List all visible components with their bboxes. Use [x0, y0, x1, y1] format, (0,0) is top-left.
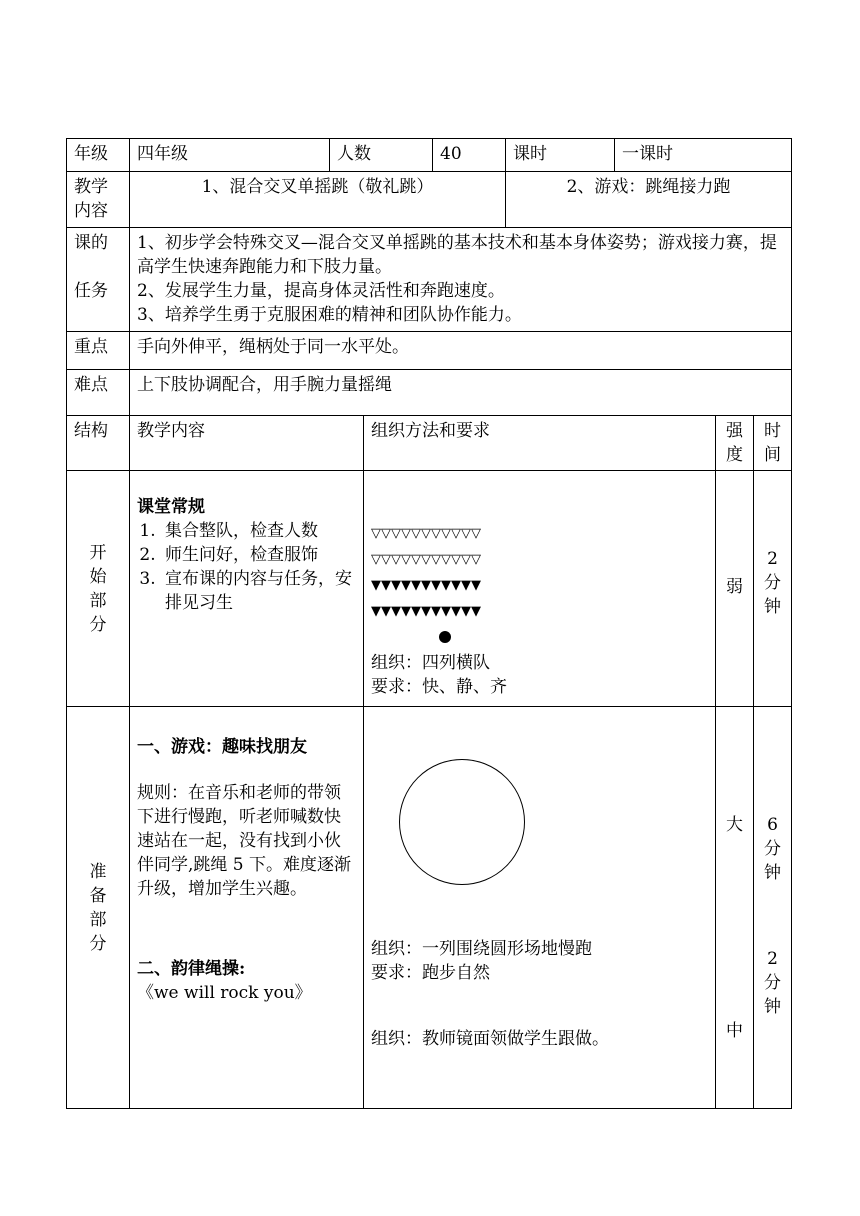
- key-point-label: 重点: [67, 332, 130, 370]
- col-intensity-2: 度: [726, 445, 743, 465]
- rhythm-time-unit2: 钟: [764, 997, 781, 1017]
- column-header-row: [67, 416, 792, 471]
- prep-phase-char-2: 备: [89, 885, 107, 906]
- formation-row: ▽▽▽▽▽▽▽▽▽▽▽: [371, 552, 481, 567]
- start-time-num: 2: [767, 549, 778, 569]
- difficulty-text: 上下肢协调配合，用手腕力量摇绳: [130, 370, 792, 416]
- game-title: 一、游戏：趣味找朋友: [137, 737, 307, 757]
- col-time-1: 时: [764, 421, 781, 441]
- rhythm-org: 组织：教师镜面领做学生跟做。: [371, 1029, 609, 1049]
- prep-content: [130, 707, 364, 1109]
- rhythm-intensity: 中: [726, 1021, 743, 1041]
- lesson-plan-document: [66, 138, 791, 1109]
- start-phase-char-1: 开: [89, 542, 107, 563]
- start-content: [130, 471, 364, 707]
- routine-item: 1. 集合整队，检查人数: [161, 519, 356, 543]
- formation-row: ▽▽▽▽▽▽▽▽▽▽▽: [371, 526, 481, 541]
- start-phase-char-2: 始: [89, 566, 107, 587]
- start-phase-char-3: 部: [89, 590, 107, 611]
- col-intensity: [716, 416, 754, 471]
- start-time-cell: [754, 471, 792, 707]
- content-label: 教学内容: [67, 172, 130, 228]
- formation-row: ▼▼▼▼▼▼▼▼▼▼▼: [371, 604, 481, 619]
- col-method: 组织方法和要求: [364, 416, 716, 471]
- task-line-2: 2、发展学生力量，提高身体灵活性和奔跑速度。: [137, 281, 505, 301]
- start-time-unit2: 钟: [764, 597, 781, 617]
- key-point-row: [67, 332, 792, 370]
- routine-item: 2. 师生问好，检查服饰: [161, 543, 356, 567]
- tasks-row: [67, 228, 792, 332]
- task-line-1: 1、初步学会特殊交叉—混合交叉单摇跳的基本技术和基本身体姿势；游戏接力赛，提高学生快速奔跑能力和下肢力量。: [137, 233, 777, 277]
- start-phase-label: [67, 471, 130, 707]
- period-label: 课时: [506, 139, 615, 172]
- col-intensity-1: 强: [726, 421, 743, 441]
- task-line-3: 3、培养学生勇于克服困难的精神和团队协作能力。: [137, 305, 522, 325]
- rhythm-time-unit: 分: [764, 973, 781, 993]
- prep-method: [364, 707, 716, 1109]
- start-intensity-cell: [716, 471, 754, 707]
- count-value: 40: [433, 139, 506, 172]
- content-item-2: 2、游戏：跳绳接力跑: [506, 172, 792, 228]
- start-phase-char-4: 分: [89, 614, 107, 635]
- key-point-text: 手向外伸平，绳柄处于同一水平处。: [130, 332, 792, 370]
- rhythm-time-num: 2: [767, 949, 778, 969]
- start-method: [364, 471, 716, 707]
- col-time: [754, 416, 792, 471]
- prep-intensity-cell: [716, 707, 754, 1109]
- tasks-label: [67, 228, 130, 332]
- header-row: [67, 139, 792, 172]
- tasks-label-line1: 课的: [74, 233, 108, 253]
- game-time-unit2: 钟: [764, 863, 781, 883]
- circular-field-diagram: [399, 759, 525, 885]
- routine-title: 课堂常规: [137, 497, 205, 517]
- game-time-num: 6: [767, 815, 778, 835]
- prep-phase-char-3: 部: [89, 909, 107, 930]
- prep-section-row: [67, 707, 792, 1109]
- content-row: [67, 172, 792, 228]
- grade-label: 年级: [67, 139, 130, 172]
- teacher-position-dot: [439, 631, 451, 643]
- start-section-row: [67, 471, 792, 707]
- routine-item: 3. 宣布课的内容与任务，安排见习生: [161, 567, 356, 615]
- start-org: 组织：四列横队: [371, 653, 490, 673]
- game-intensity: 大: [726, 815, 743, 835]
- col-time-2: 间: [764, 445, 781, 465]
- lesson-plan-table: [66, 138, 792, 1109]
- col-structure: 结构: [67, 416, 130, 471]
- rhythm-song: 《we will rock you》: [137, 983, 312, 1003]
- content-item-1: 1、混合交叉单摇跳（敬礼跳）: [130, 172, 506, 228]
- prep-phase-label: [67, 707, 130, 1109]
- rhythm-title: 二、韵律绳操:: [137, 959, 246, 979]
- tasks-label-line2: 任务: [74, 281, 108, 301]
- game-rule: 规则：在音乐和老师的带领下进行慢跑，听老师喊数快速站在一起，没有找到小伙伴同学,跳绳 5 下。难度逐渐升级，增加学生兴趣。: [137, 783, 352, 899]
- count-label: 人数: [330, 139, 433, 172]
- grade-value: 四年级: [130, 139, 330, 172]
- start-time-unit: 分: [764, 573, 781, 593]
- period-value: 一课时: [615, 139, 792, 172]
- tasks-text: [130, 228, 792, 332]
- formation-row: ▼▼▼▼▼▼▼▼▼▼▼: [371, 578, 481, 593]
- start-req: 要求：快、静、齐: [371, 677, 507, 697]
- routine-list: [137, 519, 356, 615]
- game-req: 要求：跑步自然: [371, 963, 490, 983]
- start-intensity: 弱: [726, 577, 743, 597]
- game-time-unit: 分: [764, 839, 781, 859]
- prep-time-cell: [754, 707, 792, 1109]
- prep-phase-char-1: 准: [89, 861, 107, 882]
- prep-phase-char-4: 分: [89, 933, 107, 954]
- game-org: 组织：一列围绕圆形场地慢跑: [371, 939, 592, 959]
- col-content: 教学内容: [130, 416, 364, 471]
- difficulty-row: [67, 370, 792, 416]
- difficulty-label: 难点: [67, 370, 130, 416]
